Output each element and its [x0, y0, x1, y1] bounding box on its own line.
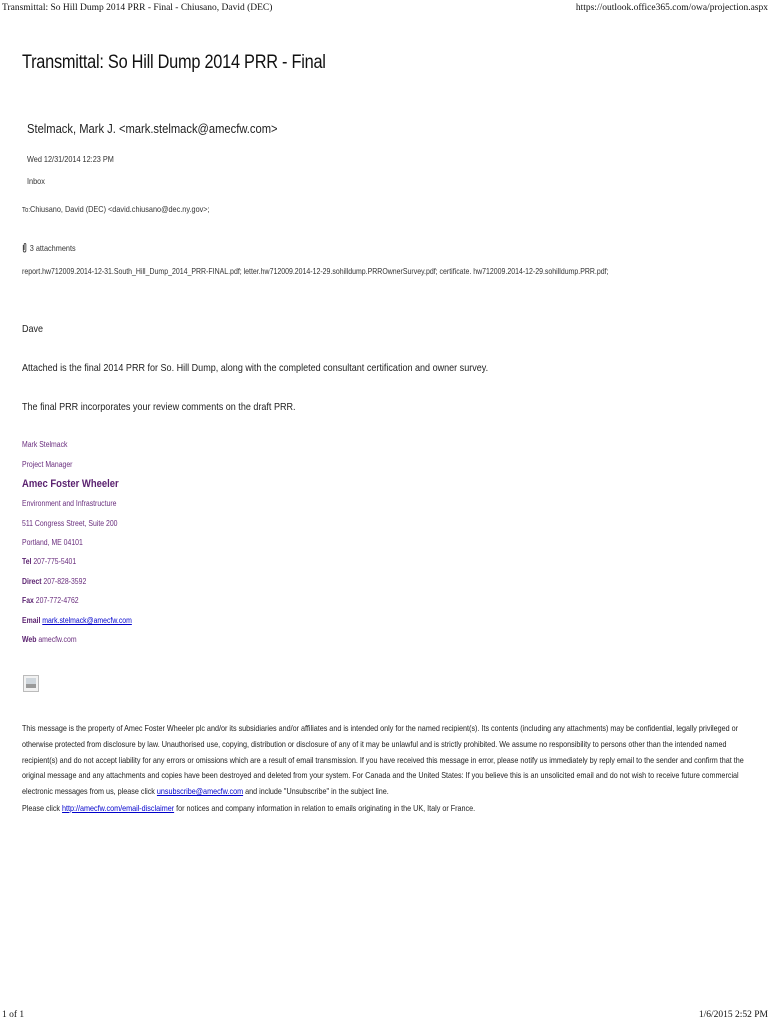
fax-label: Fax [22, 596, 34, 605]
email-date: Wed 12/31/2014 12:23 PM [27, 154, 114, 164]
disclaimer-notice [22, 803, 475, 813]
email-label: Email [22, 616, 41, 625]
signature-address-1: 511 Congress Street, Suite 200 [22, 519, 118, 528]
notice-text-end: for notices and company information in relation to emails originating in the UK, Italy or France. [174, 803, 476, 813]
notice-text-start: Please click [22, 803, 63, 813]
fax-value: 207-772-4762 [35, 596, 79, 605]
email-sender[interactable]: Stelmack, Mark J. <mark.stelmack@amecfw.com> [27, 121, 278, 136]
disclaimer-text: This message is the property of Amec Foster Wheeler plc and/or its subsidiaries and/or affiliates and is intended only for the named recipient(s). Its contents (including any attachments) may be confidential, legally privileged or otherwise protected from disclosure by law. Unauthorised use, copying, distribution or disclosure of any of it may be unlawful and is strictly prohibited. We assume no responsibility to persons other than the intended named recipient(s) and do not accept liability for any errors or omissions which are a result of email transmission. If you have received this message in error, please notify us immediately by reply email to the sender and confirm that the original message and any attachments and copies have been destroyed and deleted from your system. For Canada and the United States: If you believe this is an unsolicited email and do not wish to receive future commercial electronic messages from us, please click [22, 723, 744, 797]
signature-direct [22, 577, 86, 586]
direct-label: Direct [22, 577, 42, 586]
tel-value: 207-775-5401 [33, 557, 77, 566]
recipient[interactable]: Chiusano, David (DEC) <david.chiusano@dec.ny.gov>; [30, 204, 210, 214]
attachments-list[interactable]: report.hw712009.2014-12-31.South_Hill_Dump_2014_PRR-FINAL.pdf; letter.hw712009.2014-12-29.sohilldump.PRROwnerSurvey.pdf; certificate. hw712009.2014-12-29.sohilldump.PRR.pdf; [22, 266, 609, 276]
image-placeholder-icon [23, 675, 39, 692]
attachments-count[interactable]: 3 attachments [29, 242, 76, 253]
print-header-url: https://outlook.office365.com/owa/projection.aspx [575, 3, 768, 13]
tel-label: Tel [22, 557, 32, 566]
web-label: Web [22, 635, 37, 644]
body-paragraph-2: The final PRR incorporates your review comments on the draft PRR. [22, 401, 296, 413]
paperclip-icon [22, 242, 27, 255]
signature-division: Environment and Infrastructure [22, 499, 117, 508]
unsubscribe-link[interactable]: unsubscribe@amecfw.com [156, 786, 244, 797]
disclaimer-link[interactable]: http://amecfw.com/email-disclaimer [62, 803, 175, 813]
email-recipients [22, 204, 210, 214]
legal-disclaimer [22, 721, 762, 800]
email-subject: Transmittal: So Hill Dump 2014 PRR - Final [22, 52, 326, 73]
body-paragraph-1: Attached is the final 2014 PRR for So. Hill Dump, along with the completed consultant certification and owner survey. [22, 362, 489, 374]
body-greeting: Dave [22, 323, 44, 335]
disclaimer-text-end: and include "Unsubscribe" in the subject line. [243, 786, 389, 797]
signature-fax [22, 596, 79, 605]
print-header-title: Transmittal: So Hill Dump 2014 PRR - Final - Chiusano, David (DEC) [2, 3, 273, 13]
signature-title: Project Manager [22, 460, 73, 469]
print-footer-timestamp: 1/6/2015 2:52 PM [698, 1010, 768, 1020]
signature-name: Mark Stelmack [22, 440, 68, 449]
signature-email [22, 616, 132, 625]
attachments-header [22, 242, 76, 255]
print-footer-page: 1 of 1 [2, 1010, 25, 1020]
email-folder: Inbox [27, 176, 45, 186]
signature-company: Amec Foster Wheeler [22, 478, 119, 490]
signature-email-link[interactable]: mark.stelmack@amecfw.com [42, 616, 132, 625]
signature-address-2: Portland, ME 04101 [22, 538, 83, 547]
to-label: To: [22, 207, 31, 214]
signature-web [22, 635, 77, 644]
direct-value: 207-828-3592 [43, 577, 87, 586]
web-value[interactable]: amecfw.com [38, 635, 77, 644]
signature-tel [22, 557, 76, 566]
